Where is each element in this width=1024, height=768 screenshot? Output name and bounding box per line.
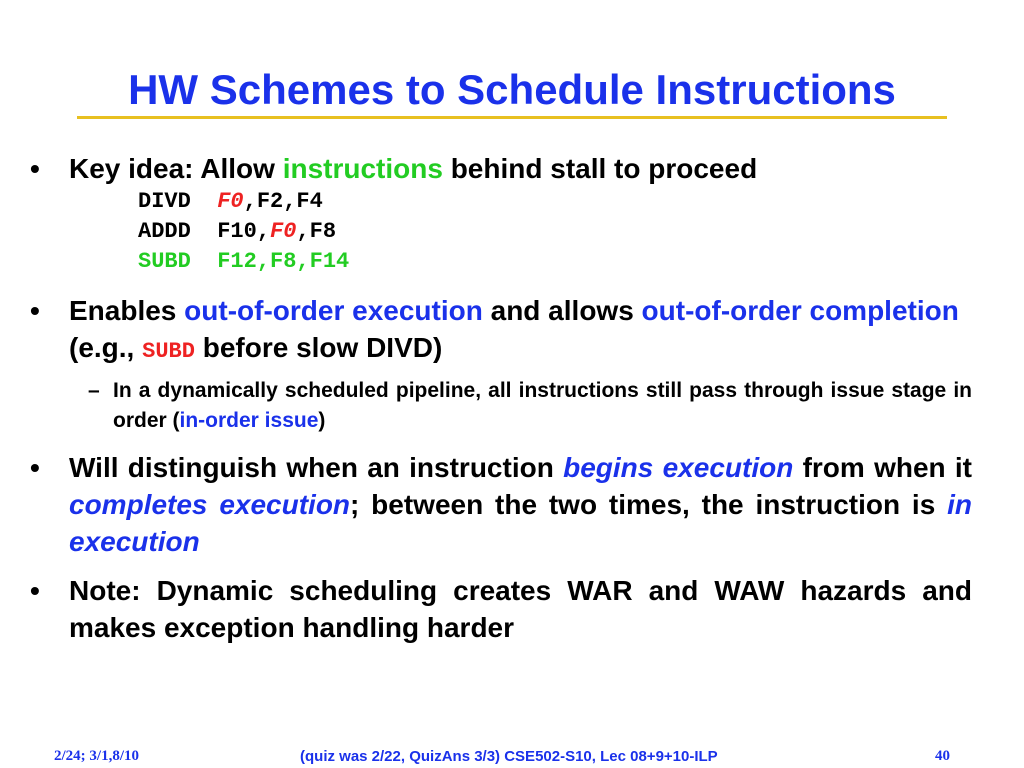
code-line-subd: [138, 248, 349, 276]
title-underline: [77, 116, 947, 119]
footer-page-number: 40: [935, 748, 950, 764]
code-op-divd: DIVD: [138, 189, 218, 214]
bullet3-text-3: ; between the two times, the instruction is: [350, 489, 948, 520]
bullet4-text: Note: Dynamic scheduling creates WAR and WAW hazards and makes exception handling harder: [69, 575, 972, 643]
code-line-addd: [138, 218, 336, 246]
bullet3-text-2: from when it: [793, 452, 973, 483]
code-args-subd: F12,F8,F14: [217, 249, 350, 274]
bullet2-text-4: before slow DIVD): [194, 332, 443, 363]
bullet3-highlight-1: begins execution: [563, 452, 794, 483]
bullet-enables-ooo: [30, 292, 972, 370]
code-dest-f0: F0: [217, 189, 244, 214]
sub1-highlight: in-order issue: [179, 409, 319, 432]
footer-date: 2/24; 3/1,8/10: [54, 748, 139, 764]
footer-course: (quiz was 2/22, QuizAns 3/3) CSE502-S10, Lec 08+9+10-ILP: [300, 748, 718, 765]
code-op-subd: SUBD: [138, 249, 218, 274]
bullet1-highlight: instructions: [282, 153, 443, 184]
bullet3-highlight-3: in execution: [69, 489, 972, 557]
bullet2-text-1: Enables: [69, 295, 185, 326]
sub-bullet-in-order-issue: [88, 376, 972, 436]
sub1-text-1: In a dynamically scheduled pipeline, all instructions still pass through issue stage in order (: [113, 379, 972, 432]
code-rest-addd: ,F8: [296, 219, 337, 244]
bullet-marker: •: [30, 452, 40, 483]
bullet1-text-2: behind stall to proceed: [442, 153, 758, 184]
bullet2-text-3: (e.g.,: [69, 332, 143, 363]
bullet-marker: •: [30, 153, 40, 184]
bullet-note: [30, 572, 972, 646]
code-pre-addd: F10,: [217, 219, 271, 244]
bullet2-text-2: and allows: [482, 295, 642, 326]
bullet1-text-1: Key idea: Allow: [69, 153, 283, 184]
bullet2-highlight-2: out-of-order completion: [641, 295, 959, 326]
code-op-addd: ADDD: [138, 219, 218, 244]
code-src-f0: F0: [270, 219, 297, 244]
bullet3-text-1: Will distinguish when an instruction: [69, 452, 564, 483]
bullet2-code: SUBD: [142, 339, 195, 364]
bullet-key-idea: [30, 150, 972, 187]
bullet3-highlight-2: completes execution: [69, 489, 351, 520]
code-line-divd: [138, 188, 323, 216]
slide-title: HW Schemes to Schedule Instructions: [128, 66, 896, 113]
bullet-marker: •: [30, 575, 40, 606]
code-rest-divd: ,F2,F4: [243, 189, 323, 214]
bullet-distinguish: [30, 449, 972, 560]
sub1-text-2: ): [318, 409, 326, 432]
bullet-marker: •: [30, 295, 40, 326]
sub-bullet-marker: –: [88, 379, 100, 402]
bullet2-highlight-1: out-of-order execution: [184, 295, 483, 326]
